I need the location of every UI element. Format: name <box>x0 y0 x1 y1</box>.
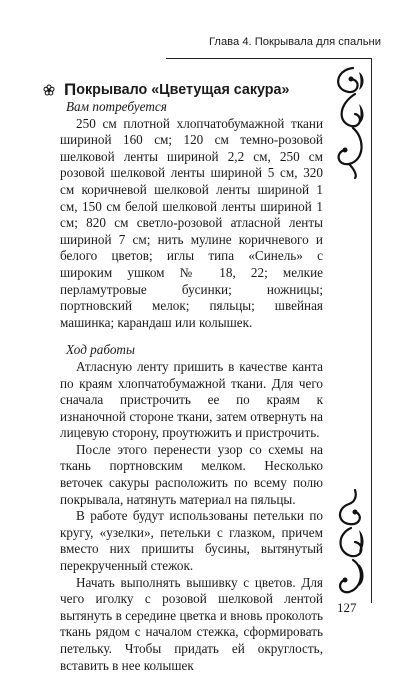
margin-rule <box>371 58 372 603</box>
title-initial: П <box>64 80 77 99</box>
body-text <box>60 99 323 674</box>
work-paragraph: Атласную ленту пришить в качестве канта по краям хлопчатобумажной ткани. Для чего сначала пристрочить ее по краям к изнаночной стороне ткани, затем отвернуть на лицевую сторону, проутюжить и пристрочить. <box>60 358 323 441</box>
work-paragraph: После этого перенести узор со схемы на ткань портновским мелком. Несколько веточек сакуры расположить по всему полю покрывала, натянуть материал на пяльцы. <box>60 441 323 507</box>
materials-heading: Вам потребуется <box>66 99 167 114</box>
page-number: 127 <box>337 600 357 615</box>
running-header: Глава 4. Покрывала для спальни <box>209 36 381 48</box>
ornament-bottom-icon <box>325 488 367 596</box>
ornament-top-icon <box>325 64 367 180</box>
header-rule <box>166 58 372 59</box>
materials-paragraph: 250 см плотной хлопчатобумажной ткани шириной 160 см; 120 см темно-розовой шелковой ленты шириной 2,2 см, 250 см розовой шелковой ленты шириной 5 см, 320 см коричневой шелковой ленты шириной 1 см, 150 см белой шелковой ленты шириной 1 см; 820 см светло-розовой атласной ленты шириной 7 см; нить мулине коричневого и белого цветов; иглы типа «Синель» с широким ушком № 18, 22; мелкие перламутровые бусинки; ножницы; портновский мелок; пяльцы; швейная машинка; карандаш или колышек. <box>60 115 323 330</box>
title-text: окрывало «Цветущая сакура» <box>76 82 290 98</box>
work-paragraph: Начать выполнять вышивку с цветов. Для чего иголку с розовой шелковой лентой вытянуть в середине цветка и вновь проколоть ткань рядом с началом стежка, сформировать петельку. Чтобы придать ей округлость, вставить в нее колышек <box>60 574 323 673</box>
work-heading: Ход работы <box>66 342 135 358</box>
flower-icon <box>43 84 55 96</box>
work-paragraph: В работе будут использованы петельки по кругу, «узелки», петельки с глазком, причем вместо них пришиты бусины, вытянутый перекрученный стежок. <box>60 508 323 574</box>
section-title <box>47 80 327 100</box>
